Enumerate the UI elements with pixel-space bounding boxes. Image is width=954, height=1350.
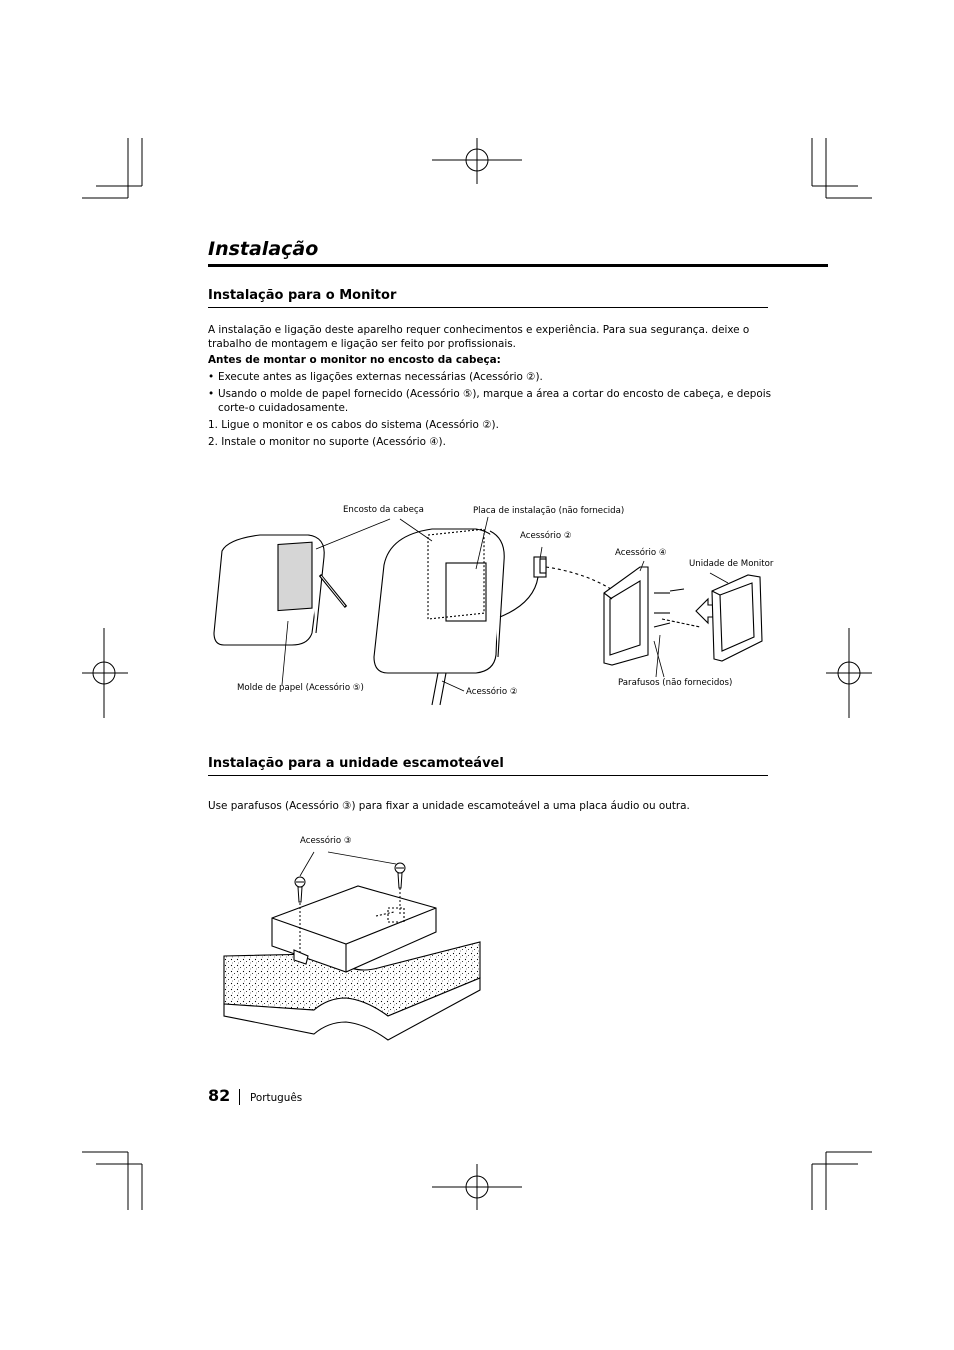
section-retractable-body	[208, 799, 776, 813]
intro-paragraph: A instalação e ligação deste aparelho requer conhecimentos e experiência. Para sua segurança. deixe o trabalho de montagem e ligação ser feito por profissionais.	[208, 324, 750, 350]
retractable-unit-diagram	[218, 850, 484, 1050]
bullet-item: • Execute antes as ligações externas necessárias (Acessório ②).	[208, 371, 543, 383]
label-accessory-2-top: Acessório ②	[520, 531, 572, 541]
label-accessory-3: Acessório ③	[300, 836, 352, 846]
label-plate: Placa de instalação (não fornecida)	[473, 506, 625, 516]
label-headrest: Encosto da cabeça	[343, 505, 424, 515]
section-monitor-body	[208, 323, 776, 449]
page-title: Instalação	[208, 238, 319, 260]
headrest-large	[374, 529, 500, 673]
paper-mold	[278, 542, 312, 610]
title-rule	[208, 264, 828, 267]
retractable-paragraph: Use parafusos (Acessório ③) para fixar a unidade escamoteável a uma placa áudio ou outra.	[208, 800, 690, 812]
mounting-bracket	[604, 567, 648, 665]
page-language: Português	[250, 1092, 303, 1104]
section-title-monitor: Instalação para o Monitor	[208, 288, 397, 303]
page-separator	[239, 1089, 240, 1105]
screws	[654, 589, 700, 627]
section-title-retractable: Instalação para a unidade escamoteável	[208, 756, 504, 771]
label-screws: Parafusos (não fornecidos)	[618, 678, 733, 688]
monitor-unit	[712, 575, 762, 661]
before-heading: Antes de montar o monitor no encosto da cabeça:	[208, 354, 501, 366]
step-item: 2. Instale o monitor no suporte (Acessório ④).	[208, 436, 446, 448]
section-rule	[208, 307, 768, 308]
label-accessory-2-bottom: Acessório ②	[466, 687, 518, 697]
bullet-item: • Usando o molde de papel fornecido (Acessório ⑤), marque a área a cortar do encosto de cabeça, e depois corte-o cuidadosamente.	[208, 388, 772, 414]
section-rule	[208, 775, 768, 776]
label-paper-mold: Molde de papel (Acessório ⑤)	[237, 683, 364, 693]
label-monitor-unit: Unidade de Monitor	[689, 559, 774, 569]
page-number: 82	[208, 1086, 231, 1105]
step-item: 1. Ligue o monitor e os cabos do sistema (Acessório ②).	[208, 419, 499, 431]
label-accessory-4: Acessório ④	[615, 548, 667, 558]
